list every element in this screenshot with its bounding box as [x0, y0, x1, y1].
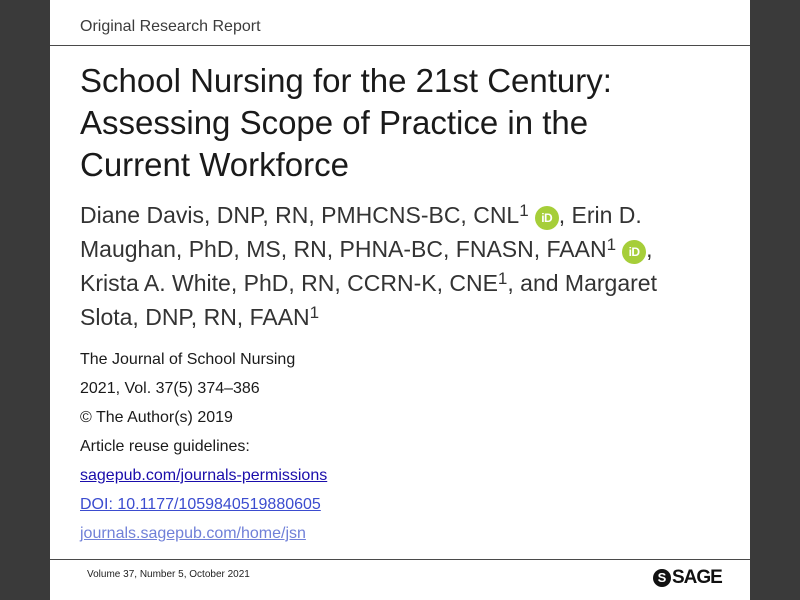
permissions-link[interactable]: sagepub.com/journals-permissions — [80, 467, 328, 484]
reuse-guidelines-label: Article reuse guidelines: — [80, 438, 250, 455]
doi-link[interactable]: DOI: 10.1177/1059840519880605 — [80, 496, 321, 513]
article-title — [80, 60, 730, 186]
affiliation-marker: 1 — [519, 201, 529, 220]
author-name: Slota, DNP, RN, FAAN — [80, 304, 310, 330]
affiliation-marker: 1 — [309, 303, 320, 322]
orcid-icon[interactable]: iD — [622, 240, 646, 264]
sage-logo-icon — [653, 566, 722, 590]
orcid-icon[interactable]: iD — [535, 206, 559, 230]
affiliation-marker: 1 — [606, 235, 617, 254]
volume-info: 2021, Vol. 37(5) 374–386 — [80, 380, 260, 397]
header-divider — [50, 45, 750, 46]
sage-logo-mark: S — [653, 569, 671, 587]
footer-divider — [50, 559, 750, 560]
affiliation-marker: 1 — [497, 269, 508, 288]
author-list — [80, 198, 720, 334]
author-separator: , — [646, 236, 653, 262]
author-name: , Erin D. — [558, 202, 642, 228]
report-type-label: Original Research Report — [80, 18, 261, 35]
author-name: Krista A. White, PhD, RN, CCRN-K, CNE — [80, 270, 498, 296]
journal-name: The Journal of School Nursing — [80, 351, 296, 368]
article-title-line: Current Workforce — [80, 146, 349, 183]
document-page — [50, 0, 750, 600]
publication-info — [80, 345, 580, 548]
copyright-notice: © The Author(s) 2019 — [80, 409, 233, 426]
issue-info: Volume 37, Number 5, October 2021 — [87, 569, 250, 580]
journal-homepage-link[interactable]: journals.sagepub.com/home/jsn — [80, 525, 306, 542]
author-name: , and Margaret — [507, 270, 657, 296]
author-name: Diane Davis, DNP, RN, PMHCNS-BC, CNL — [80, 202, 520, 228]
article-title-line: School Nursing for the 21st Century: — [80, 62, 612, 99]
sage-logo-word: SAGE — [672, 567, 722, 588]
author-name: Maughan, PhD, MS, RN, PHNA-BC, FNASN, FAAN — [80, 236, 607, 262]
article-title-line: Assessing Scope of Practice in the — [80, 104, 589, 141]
